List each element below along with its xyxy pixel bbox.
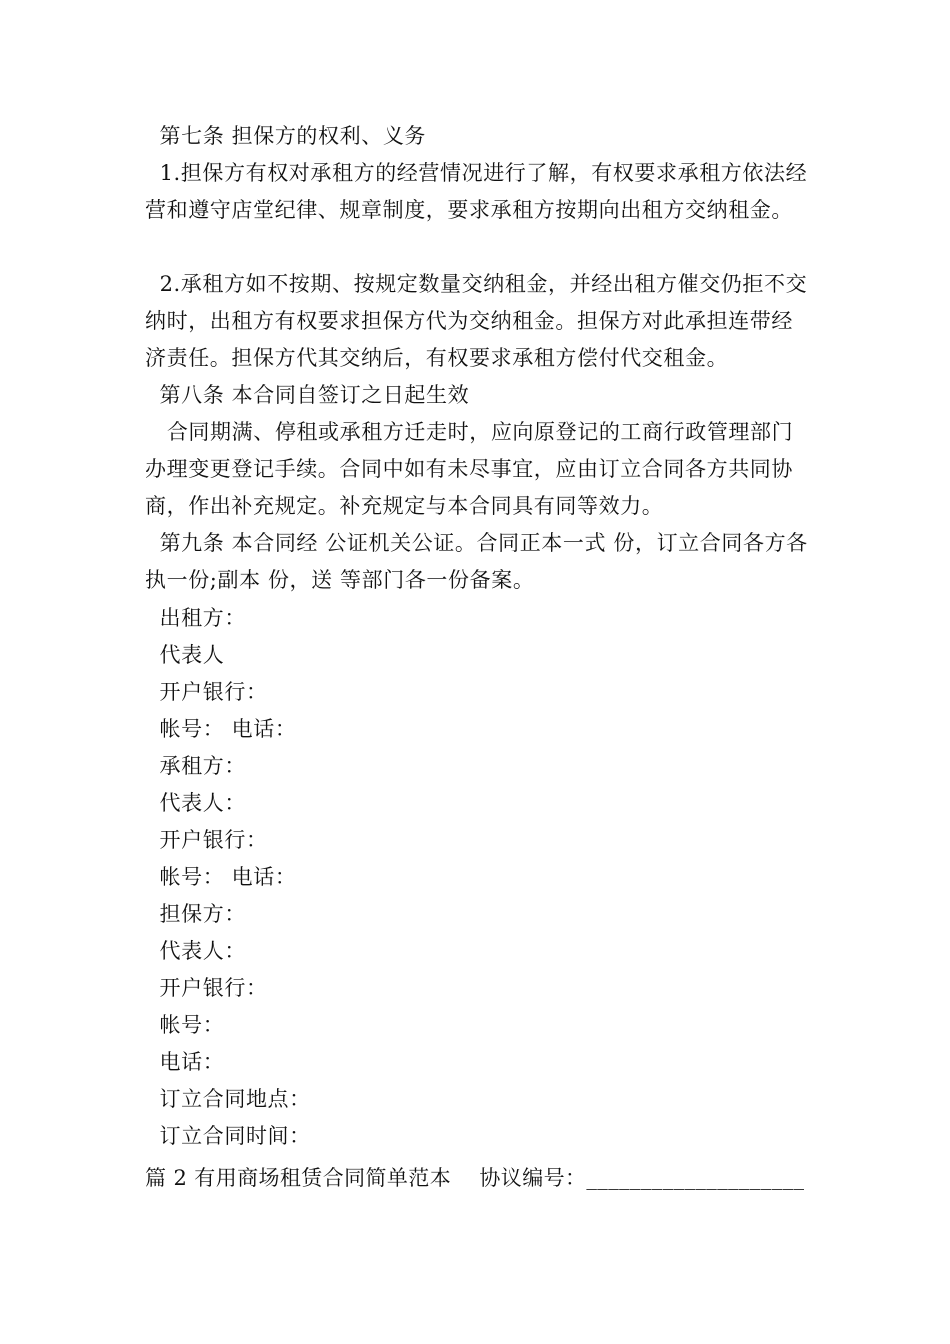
article-7-paragraph-2: 2.承租方如不按期、按规定数量交纳租金，并经出租方催交仍拒不交纳时，出租方有权要求担保方代为交纳租金。担保方对此承担连带经济责任。担保方代其交纳后，有权要求承租方偿付代交租金。 (145, 272, 808, 370)
next-section-heading: 篇 2 有用商场租赁合同简单范本 协议编号：____________________ (145, 1166, 805, 1190)
signature-line: 代表人 (145, 643, 225, 667)
article-8-title: 第八条 本合同自签订之日起生效 (145, 383, 470, 407)
signature-line: 代表人： (145, 791, 246, 815)
signature-line: 出租方： (145, 606, 246, 630)
article-7-paragraph-1: 1.担保方有权对承租方的经营情况进行了解，有权要求承租方依法经营和遵守店堂纪律、规章制度，要求承租方按期向出租方交纳租金。 (145, 161, 808, 222)
signature-line: 帐号： 电话： (145, 865, 297, 889)
signature-line: 开户银行： (145, 680, 268, 704)
article-8-paragraph-1: 合同期满、停租或承租方迁走时，应向原登记的工商行政管理部门办理变更登记手续。合同中如有未尽事宜，应由订立合同各方共同协商，作出补充规定。补充规定与本合同具有同等效力。 (145, 420, 794, 518)
signature-line: 开户银行： (145, 976, 268, 1000)
signature-line: 担保方： (145, 902, 246, 926)
signature-line: 帐号： 电话： (145, 717, 297, 741)
article-9-paragraph: 第九条 本合同经 公证机关公证。合同正本一式 份，订立合同各方各执一份;副本 份，送 等部门各一份备案。 (145, 531, 808, 592)
signature-line: 帐号： (145, 1013, 225, 1037)
signature-line: 订立合同时间： (145, 1124, 311, 1148)
signature-line: 订立合同地点： (145, 1087, 311, 1111)
signature-line: 电话： (145, 1050, 225, 1074)
signature-line: 承租方： (145, 754, 246, 778)
signature-line: 代表人： (145, 939, 246, 963)
article-7-title: 第七条 担保方的权利、义务 (145, 124, 427, 148)
signature-line: 开户银行： (145, 828, 268, 852)
